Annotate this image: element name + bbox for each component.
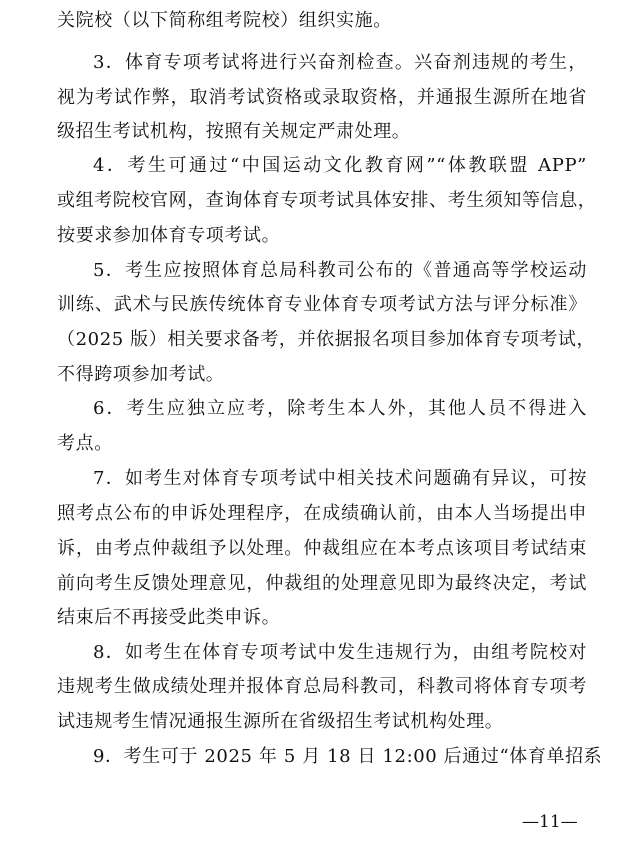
text-line: 训练、武术与民族传统体育专业体育专项考试方法与评分标准》 [57, 294, 587, 315]
text-line: 4．考生可通过“中国运动文化教育网”“体教联盟 APP” [93, 155, 587, 176]
text-line: 照考点公布的申诉处理程序，在成绩确认前，由本人当场提出申 [57, 503, 587, 524]
text-line: 3．体育专项考试将进行兴奋剂检查。兴奋剂违规的考生， [93, 52, 587, 73]
text-line: （2025 版）相关要求备考，并依据报名项目参加体育专项考试， [57, 329, 596, 350]
text-line: 关院校（以下简称组考院校）组织实施。 [57, 10, 392, 31]
text-line: 级招生考试机构，按照有关规定严肃处理。 [57, 121, 411, 142]
text-line: 试违规考生情况通报生源所在省级招生考试机构处理。 [57, 711, 504, 732]
text-line: 9．考生可于 2025 年 5 月 18 日 12:00 后通过“体育单招系 [93, 746, 603, 767]
text-line: 8．如考生在体育专项考试中发生违规行为，由组考院校对 [93, 642, 587, 663]
text-line: 违规考生做成绩处理并报体育总局科教司，科教司将体育专项考 [57, 676, 587, 697]
text-line: 考点。 [57, 433, 113, 454]
text-line: 按要求参加体育专项考试。 [57, 225, 281, 246]
page-number: —11— [522, 812, 578, 832]
text-line: 6．考生应独立应考，除考生本人外，其他人员不得进入 [93, 398, 587, 419]
text-line: 5．考生应按照体育总局科教司公布的《普通高等学校运动 [93, 260, 587, 281]
text-line: 7．如考生对体育专项考试中相关技术问题确有异议，可按 [93, 468, 587, 489]
text-line: 或组考院校官网，查询体育专项考试具体安排、考生须知等信息， [57, 190, 597, 211]
text-line: 结束后不再接受此类申诉。 [57, 607, 281, 628]
text-line: 诉，由考点仲裁组予以处理。仲裁组应在本考点该项目考试结束 [57, 538, 587, 559]
text-line: 视为考试作弊，取消考试资格或录取资格，并通报生源所在地省 [57, 87, 587, 108]
text-line: 不得跨项参加考试。 [57, 364, 225, 385]
text-line: 前向考生反馈处理意见，仲裁组的处理意见即为最终决定，考试 [57, 573, 587, 594]
